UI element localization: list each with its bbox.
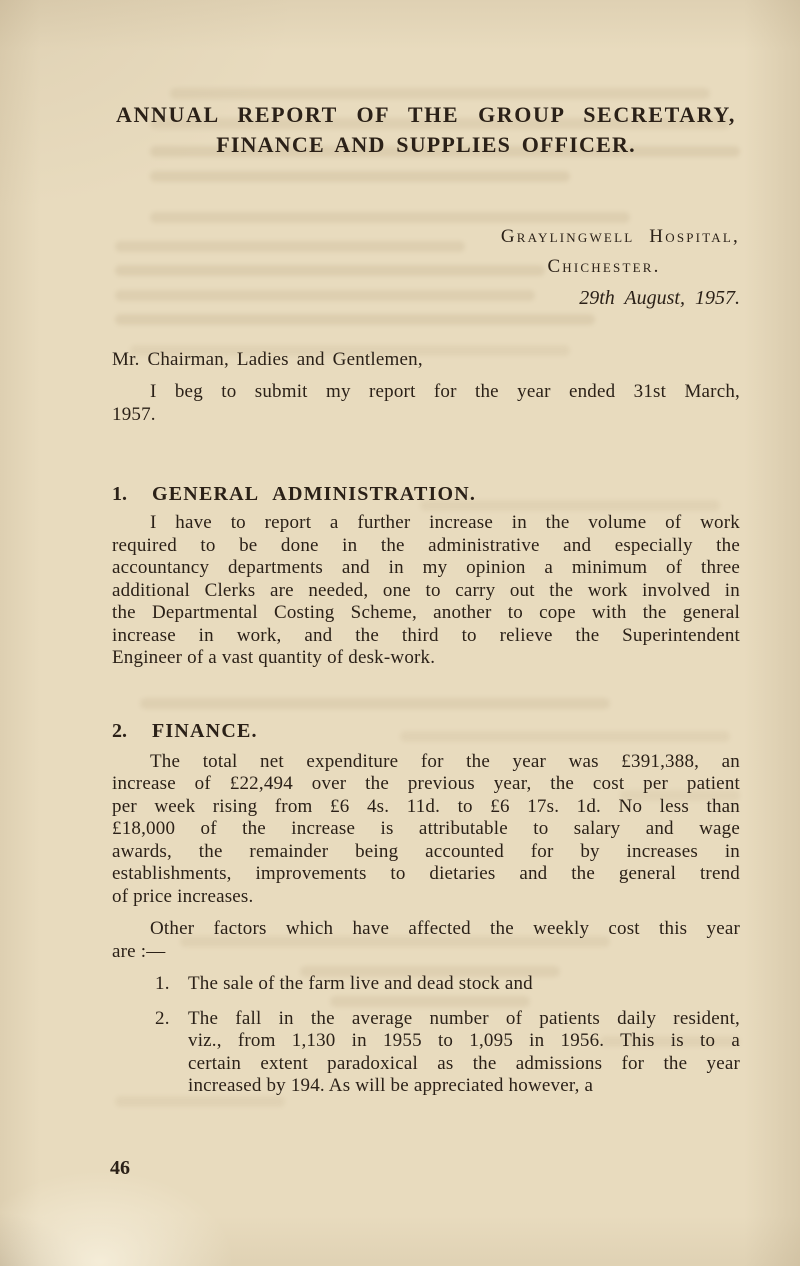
section-heading-finance bbox=[112, 718, 740, 744]
paragraph-line: Other factors which have affected the weekly cost this year bbox=[150, 918, 740, 939]
address-block bbox=[468, 222, 740, 314]
report-title-line2: FINANCE AND SUPPLIES OFFICER. bbox=[216, 132, 636, 157]
report-date: 29th August, 1957. bbox=[579, 287, 740, 309]
intro-line: I beg to submit my report for the year ended 31st March, bbox=[150, 381, 740, 402]
report-title-line1: ANNUAL REPORT OF THE GROUP SECRETARY, bbox=[116, 102, 736, 127]
section-heading-label: FINANCE. bbox=[152, 719, 258, 742]
section-number: 2. bbox=[112, 719, 127, 742]
hospital-name: Graylingwell Hospital, bbox=[500, 226, 740, 247]
paragraph-line: awards, the remainder being accounted for by increases in bbox=[112, 840, 740, 862]
section-heading-label: GENERAL ADMINISTRATION. bbox=[152, 483, 477, 505]
report-text-block bbox=[112, 0, 740, 1098]
hospital-city: Chichester. bbox=[547, 256, 661, 277]
paragraph-line: additional Clerks are needed, one to carry out the work involved in bbox=[112, 579, 740, 601]
general-administration-paragraph bbox=[112, 512, 740, 670]
finance-paragraph bbox=[112, 751, 740, 909]
intro-paragraph bbox=[112, 380, 740, 426]
paragraph-line: Engineer of a vast quantity of desk-work. bbox=[112, 647, 436, 668]
factor-list bbox=[112, 973, 740, 1098]
paragraph-line: the Departmental Costing Scheme, another to cope with the general bbox=[112, 602, 740, 623]
paragraph-line: increase in work, and the third to relieve the Superintendent bbox=[112, 624, 740, 646]
list-item-line: certain extent paradoxical as the admissions for the year bbox=[188, 1052, 740, 1074]
report-title bbox=[112, 100, 740, 160]
paragraph-line: required to be done in the administrative and especially the bbox=[112, 534, 740, 556]
paragraph-line: are :— bbox=[112, 940, 166, 962]
bleedthrough-ghost bbox=[115, 1096, 285, 1107]
list-item bbox=[155, 973, 740, 996]
list-item bbox=[155, 1008, 740, 1098]
section-number: 1. bbox=[112, 483, 127, 505]
other-factors-paragraph bbox=[112, 918, 740, 963]
paragraph-line: per week rising from £6 4s. 11d. to £6 17s. 1d. No less than bbox=[112, 795, 740, 817]
list-item-text bbox=[188, 973, 740, 996]
paragraph-line: accountancy departments and in my opinion a minimum of three bbox=[112, 557, 740, 578]
list-item-line: The sale of the farm live and dead stock and bbox=[188, 973, 533, 994]
salutation: Mr. Chairman, Ladies and Gentlemen, bbox=[112, 349, 423, 370]
intro-line: 1957. bbox=[112, 404, 156, 425]
section-heading-general-administration bbox=[112, 481, 740, 507]
paragraph-line: £18,000 of the increase is attributable to salary and wage bbox=[112, 818, 740, 839]
list-item-line: viz., from 1,130 in 1955 to 1,095 in 1956. This is to a bbox=[188, 1030, 740, 1051]
paragraph-line: establishments, improvements to dietaries and the general trend bbox=[112, 863, 740, 884]
list-item-line: The fall in the average number of patients daily resident, bbox=[188, 1007, 740, 1029]
paragraph-line: The total net expenditure for the year was £391,388, an bbox=[150, 750, 740, 772]
paragraph-line: I have to report a further increase in the volume of work bbox=[150, 512, 740, 533]
list-item-text bbox=[188, 1008, 740, 1098]
list-item-number: 2. bbox=[155, 1007, 170, 1029]
paragraph-line: increase of £22,494 over the previous year, the cost per patient bbox=[112, 773, 740, 794]
page-number: 46 bbox=[110, 1157, 130, 1179]
list-item-line: increased by 194. As will be appreciated however, a bbox=[188, 1075, 594, 1096]
list-item-number: 1. bbox=[155, 973, 170, 994]
paragraph-line: of price increases. bbox=[112, 885, 254, 907]
